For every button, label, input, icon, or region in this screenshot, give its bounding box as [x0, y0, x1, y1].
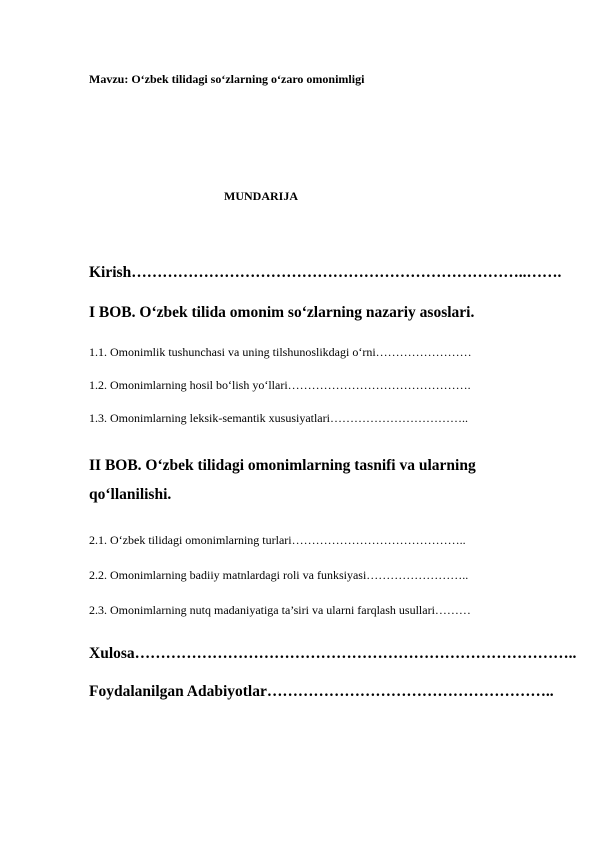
toc-entry-2-2: 2.2. Omonimlarning badiiy matnlardagi roli va funksiyasi……………………..: [89, 568, 469, 582]
toc-entry-chapter-1: I BOB. O‘zbek tilida omonim so‘zlarning nazariy asoslari.: [89, 304, 475, 321]
toc-entry-kirish: Kirish…………………………………………………………………..…….: [89, 264, 562, 281]
toc-entry-foydalanilgan-adabiyotlar: Foydalanilgan Adabiyotlar………………………………………………..: [89, 683, 554, 700]
toc-entry-xulosa: Xulosa…………………………………………………………………………..: [89, 645, 577, 662]
toc-entry-1-1: 1.1. Omonimlik tushunchasi va uning tilshunoslikdagi o‘rni……………………: [89, 345, 472, 359]
toc-title: MUNDARIJA: [224, 189, 298, 203]
toc-entry-chapter-2-line-2: qo‘llanilishi.: [89, 486, 172, 503]
toc-entry-1-2: 1.2. Omonimlarning hosil bo‘lish yo‘llari……………………………………….: [89, 378, 471, 392]
toc-entry-2-1: 2.1. O‘zbek tilidagi omonimlarning turlari……………………………………..: [89, 533, 466, 547]
toc-entry-2-3: 2.3. Omonimlarning nutq madaniyatiga ta’siri va ularni farqlash usullari………: [89, 603, 471, 617]
toc-entry-1-3: 1.3. Omonimlarning leksik-semantik xususiyatlari……………………………..: [89, 411, 468, 425]
topic-line: Mavzu: O‘zbek tilidagi so‘zlarning o‘zaro omonimligi: [89, 72, 365, 86]
toc-entry-chapter-2-line-1: II BOB. O‘zbek tilidagi omonimlarning tasnifi va ularning: [89, 457, 476, 474]
